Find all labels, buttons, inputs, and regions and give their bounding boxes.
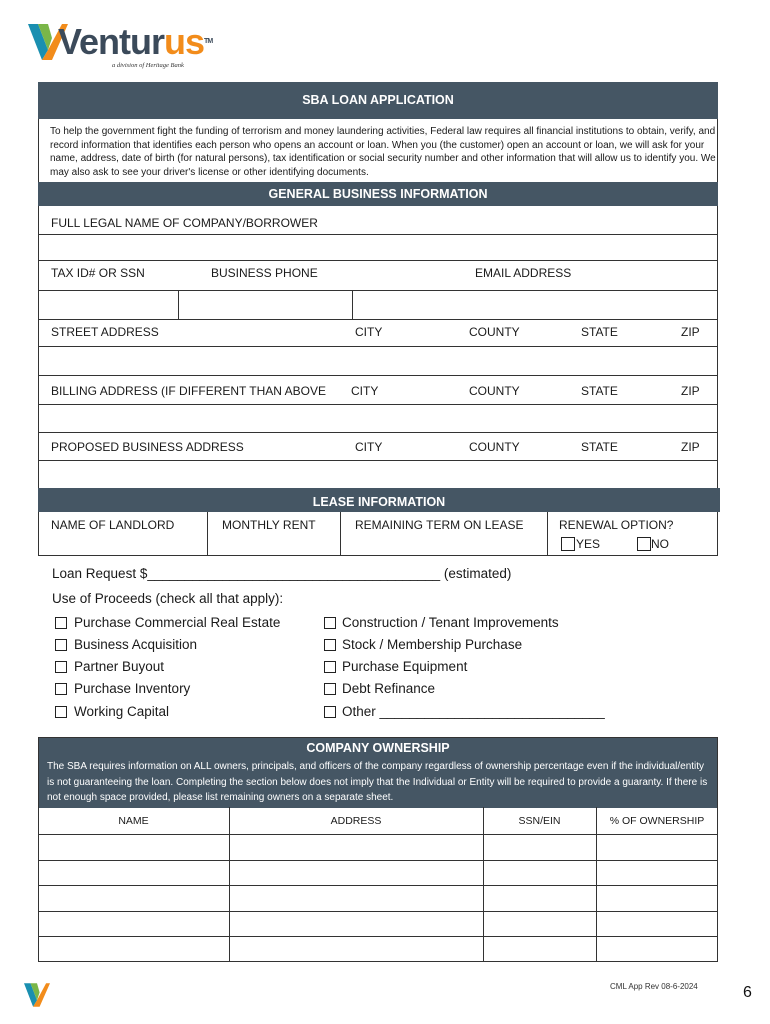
- page-number: 6: [743, 984, 752, 1001]
- state-label: STATE: [581, 384, 618, 398]
- use-of-proceeds-label: Use of Proceeds (check all that apply):: [52, 591, 284, 606]
- page-title: SBA LOAN APPLICATION: [302, 93, 454, 107]
- tax-id-field[interactable]: [39, 291, 177, 318]
- venturus-logo: [28, 20, 213, 75]
- landlord-label: NAME OF LANDLORD: [51, 518, 175, 532]
- divider: [38, 260, 718, 261]
- checkbox-purchase-cre[interactable]: [55, 617, 67, 629]
- proceeds-option-label: Stock / Membership Purchase: [342, 637, 523, 652]
- intro-text: To help the government fight the funding of terrorism and money laundering activities, Federal law requires all financial institutions to obtain, verify, and record information that identifies each person who opens an account or loan. When you (the customer) open an account or loan, we will ask for your name, address, date of birth (for natural persons), tax identification or social security number and other information that will allow us to identify you. We may also ask to see your driver's license or other identifying documents.: [50, 126, 716, 178]
- ownership-header: [39, 738, 717, 808]
- table-row[interactable]: [38, 860, 718, 861]
- email-label: EMAIL ADDRESS: [475, 266, 572, 280]
- monthly-rent-label: MONTHLY RENT: [222, 518, 316, 532]
- col-header-ssn: SSN/EIN: [518, 815, 561, 827]
- street-label: STREET ADDRESS: [51, 325, 159, 339]
- checkbox-debt-refinance[interactable]: [324, 683, 336, 695]
- county-label: COUNTY: [469, 325, 520, 339]
- city-label: CITY: [351, 384, 379, 398]
- proceeds-option-label: Other ______________________________: [342, 704, 605, 719]
- city-label: CITY: [355, 325, 383, 339]
- logo-word-b: us: [164, 21, 205, 62]
- proceeds-option-label: Purchase Commercial Real Estate: [74, 615, 281, 630]
- checkbox-construction[interactable]: [324, 617, 336, 629]
- proceeds-option-label: Working Capital: [74, 704, 170, 719]
- state-label: STATE: [581, 325, 618, 339]
- ownership-title: COMPANY OWNERSHIP: [306, 741, 450, 755]
- billing-label: BILLING ADDRESS (IF DIFFERENT THAN ABOVE: [51, 384, 326, 398]
- logo-word-a: Ventur: [58, 21, 165, 62]
- zip-label: ZIP: [681, 384, 700, 398]
- checkbox-working-capital[interactable]: [55, 706, 67, 718]
- county-label: COUNTY: [469, 440, 520, 454]
- zip-label: ZIP: [681, 440, 700, 454]
- proceeds-option-label: Partner Buyout: [74, 659, 165, 674]
- email-field[interactable]: [353, 291, 717, 318]
- proposed-label: PROPOSED BUSINESS ADDRESS: [51, 440, 244, 454]
- divider: [38, 432, 718, 433]
- checkbox-purchase-inventory[interactable]: [55, 683, 67, 695]
- proceeds-option-label: Purchase Inventory: [74, 681, 191, 696]
- lease-bar: [38, 488, 720, 512]
- street-address-field[interactable]: [39, 347, 717, 374]
- general-bar: [38, 182, 718, 206]
- proposed-address-field[interactable]: [39, 461, 717, 487]
- footer-logo-icon: [24, 983, 50, 1007]
- col-header-ownership: % OF OWNERSHIP: [609, 815, 705, 827]
- full-name-label: FULL LEGAL NAME OF COMPANY/BORROWER: [51, 216, 318, 230]
- logo-wordmark: [58, 20, 212, 64]
- phone-field[interactable]: [179, 291, 351, 318]
- title-bar: [38, 82, 718, 119]
- proceeds-option-label: Debt Refinance: [342, 681, 436, 696]
- table-row[interactable]: [38, 911, 718, 912]
- col-header-name: NAME: [118, 815, 149, 827]
- divider: [38, 834, 718, 835]
- renewal-no-checkbox[interactable]: [637, 537, 651, 551]
- renewal-no-label: NO: [651, 537, 669, 551]
- checkbox-stock-purchase[interactable]: [324, 639, 336, 651]
- checkbox-partner-buyout[interactable]: [55, 661, 67, 673]
- renewal-yes-checkbox[interactable]: [561, 537, 575, 551]
- divider: [38, 319, 718, 320]
- city-label: CITY: [355, 440, 383, 454]
- revision-code: CML App Rev 08-6-2024: [610, 982, 698, 991]
- general-title: GENERAL BUSINESS INFORMATION: [268, 187, 488, 201]
- full-name-field[interactable]: [39, 235, 717, 260]
- ownership-section: [38, 737, 718, 962]
- checkbox-other[interactable]: [324, 706, 336, 718]
- proceeds-option-label: Business Acquisition: [74, 637, 198, 652]
- proceeds-option-label: Construction / Tenant Improvements: [342, 615, 559, 630]
- table-row[interactable]: [38, 936, 718, 937]
- phone-label: BUSINESS PHONE: [211, 266, 318, 280]
- logo-tm: TM: [204, 38, 213, 45]
- state-label: STATE: [581, 440, 618, 454]
- logo-subtitle: a division of Heritage Bank: [112, 62, 184, 69]
- checkbox-purchase-equipment[interactable]: [324, 661, 336, 673]
- divider: [340, 512, 341, 556]
- renewal-option-label: RENEWAL OPTION?: [559, 518, 674, 532]
- zip-label: ZIP: [681, 325, 700, 339]
- divider: [38, 375, 718, 376]
- proceeds-option-label: Purchase Equipment: [342, 659, 468, 674]
- col-header-address: ADDRESS: [330, 815, 382, 827]
- loan-request-line[interactable]: Loan Request $_______________________________________ (estimated): [52, 566, 512, 581]
- billing-address-field[interactable]: [39, 405, 717, 431]
- renewal-yes-label: YES: [576, 537, 601, 551]
- lease-term-label: REMAINING TERM ON LEASE: [355, 518, 524, 532]
- checkbox-business-acquisition[interactable]: [55, 639, 67, 651]
- divider: [547, 512, 548, 556]
- county-label: COUNTY: [469, 384, 520, 398]
- tax-id-label: TAX ID# OR SSN: [51, 266, 145, 280]
- divider: [207, 512, 208, 556]
- lease-title: LEASE INFORMATION: [312, 495, 446, 509]
- ownership-text: The SBA requires information on ALL owners, principals, and officers of the company regardless of ownership percentage even if the individual/entity is not guaranteeing the loan. Completing the section below does not imply that the Individual or Entity will be required to provide a guaranty. If there is not enough space provided, please list remaining owners on a separate sheet.: [47, 761, 708, 803]
- table-row[interactable]: [38, 885, 718, 886]
